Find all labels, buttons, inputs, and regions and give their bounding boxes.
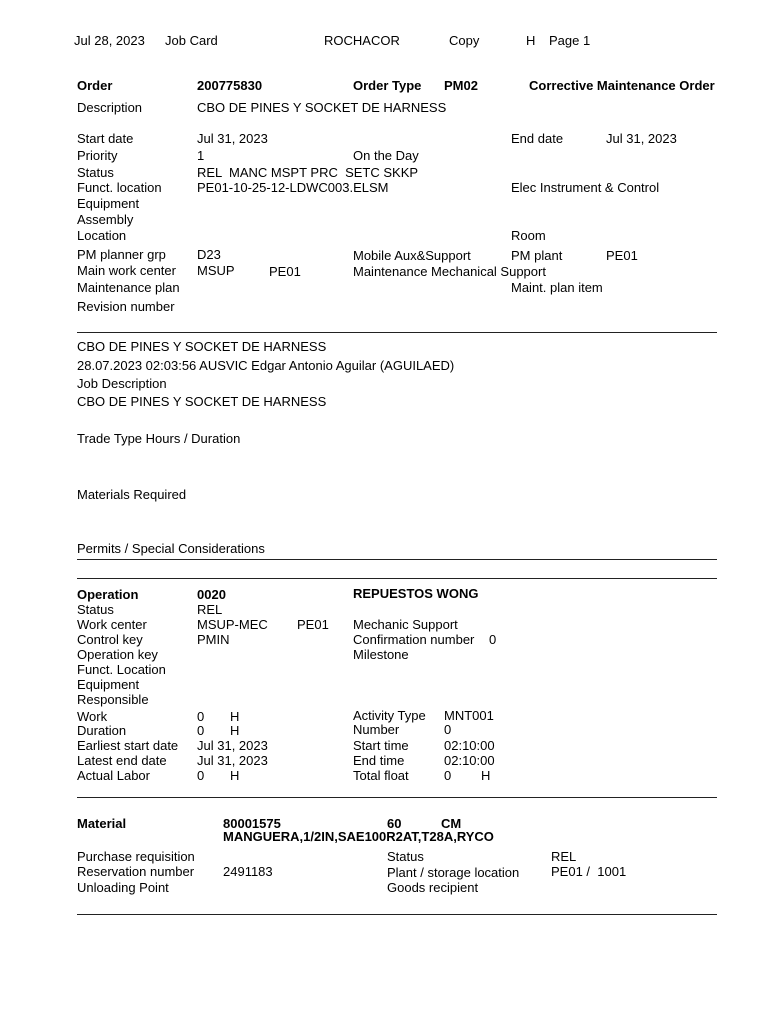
priority-desc: On the Day [353,148,419,163]
total-float-label: Total float [353,768,409,783]
permits-label: Permits / Special Considerations [77,541,265,556]
purchase-req-label: Purchase requisition [77,849,195,864]
duration-value: 0 [197,723,205,738]
job-description-label: Job Description [77,376,167,391]
description-value: CBO DE PINES Y SOCKET DE HARNESS [197,100,447,115]
assembly-label: Assembly [77,212,134,227]
funct-location-label: Funct. location [77,180,162,195]
equipment-label: Equipment [77,196,140,211]
op-status-value: REL [197,602,223,617]
print-date: Jul 28, 2023 [74,33,145,48]
operation-key-label: Operation key [77,647,158,662]
pm-plant-label: PM plant [511,248,563,263]
room-label: Room [511,228,546,243]
main-work-center-desc: Maintenance Mechanical Support [353,264,546,279]
start-time-label: Start time [353,738,409,753]
work-unit: H [230,709,240,724]
revision-label: Revision number [77,299,175,314]
total-float-value: 0 [444,768,452,783]
plant-storage-value: PE01 / 1001 [551,864,627,879]
activity-type-value: MNT001 [444,708,494,723]
divider [77,797,717,798]
actual-labor-value: 0 [197,768,205,783]
unloading-point-label: Unloading Point [77,880,169,895]
trade-type-label: Trade Type Hours / Duration [77,431,241,446]
mat-status-label: Status [387,849,424,864]
copy-label: Copy [449,33,480,48]
material-quantity: 60 [387,816,402,831]
priority-label: Priority [77,148,118,163]
op-equipment-label: Equipment [77,677,140,692]
reservation-value: 2491183 [223,864,273,879]
work-value: 0 [197,709,205,724]
divider [77,578,717,579]
job-description-value: CBO DE PINES Y SOCKET DE HARNESS [77,394,327,409]
number-value: 0 [444,722,452,737]
main-work-center-plant: PE01 [269,264,301,279]
status-value: REL MANC MSPT PRC SETC SKKP [197,165,419,180]
order-label: Order [77,78,113,93]
work-label: Work [77,709,108,724]
total-float-unit: H [481,768,491,783]
order-type-desc: Corrective Maintenance Order [529,78,715,93]
goods-recipient-label: Goods recipient [387,880,479,895]
confirmation-label: Confirmation number [353,632,475,647]
pm-plant-value: PE01 [606,248,638,263]
start-time-value: 02:10:00 [444,738,495,753]
description-label: Description [77,100,143,115]
reservation-label: Reservation number [77,864,195,879]
end-time-value: 02:10:00 [444,753,495,768]
op-funct-location-label: Funct. Location [77,662,166,677]
operation-value: 0020 [197,587,226,602]
work-center-value: MSUP-MEC [197,617,268,632]
operation-label: Operation [77,587,139,602]
latest-end-label: Latest end date [77,753,167,768]
material-value: 80001575 [223,816,281,831]
start-date-label: Start date [77,131,134,146]
operation-desc: REPUESTOS WONG [353,586,479,601]
priority-value: 1 [197,148,205,163]
order-type-value: PM02 [444,78,478,93]
work-center-plant: PE01 [297,617,329,632]
end-date-value: Jul 31, 2023 [606,131,677,146]
activity-type-label: Activity Type [353,708,426,723]
material-label: Material [77,816,127,831]
duration-label: Duration [77,723,127,738]
number-label: Number [353,722,400,737]
funct-location-desc: Elec Instrument & Control [511,180,660,195]
confirmation-value: 0 [489,632,497,647]
milestone-label: Milestone [353,647,409,662]
start-date-value: Jul 31, 2023 [197,131,268,146]
pm-planner-label: PM planner grp [77,247,166,262]
funct-location-value: PE01-10-25-12-LDWC003.ELSM [197,180,389,195]
status-label: Status [77,165,114,180]
duration-unit: H [230,723,240,738]
long-text-title: CBO DE PINES Y SOCKET DE HARNESS [77,339,327,354]
main-work-center-label: Main work center [77,263,176,278]
work-center-desc: Mechanic Support [353,617,458,632]
main-work-center-value: MSUP [197,263,235,278]
work-center-label: Work center [77,617,147,632]
mat-status-value: REL [551,849,577,864]
page-number: Page 1 [549,33,591,48]
responsible-label: Responsible [77,692,149,707]
long-text-log: 28.07.2023 02:03:56 AUSVIC Edgar Antonio Aguilar (AGUILAED) [77,358,455,373]
maintenance-plan-label: Maintenance plan [77,280,180,295]
earliest-start-label: Earliest start date [77,738,179,753]
divider [77,559,717,560]
company: ROCHACOR [324,33,400,48]
op-status-label: Status [77,602,114,617]
maint-plan-item-label: Maint. plan item [511,280,603,295]
latest-end-value: Jul 31, 2023 [197,753,268,768]
end-time-label: End time [353,753,405,768]
pm-planner-desc: Mobile Aux&Support [353,248,471,263]
order-value: 200775830 [197,78,263,93]
divider [77,332,717,333]
materials-required-label: Materials Required [77,487,187,502]
divider [77,914,717,915]
h-label: H [526,33,536,48]
earliest-start-value: Jul 31, 2023 [197,738,268,753]
order-type-label: Order Type [353,78,422,93]
actual-labor-unit: H [230,768,240,783]
material-unit: CM [441,816,462,831]
actual-labor-label: Actual Labor [77,768,150,783]
end-date-label: End date [511,131,564,146]
plant-storage-label: Plant / storage location [387,865,520,880]
location-label: Location [77,228,127,243]
doc-type: Job Card [165,33,218,48]
material-desc: MANGUERA,1/2IN,SAE100R2AT,T28A,RYCO [223,829,494,844]
pm-planner-value: D23 [197,247,221,262]
control-key-value: PMIN [197,632,230,647]
control-key-label: Control key [77,632,143,647]
